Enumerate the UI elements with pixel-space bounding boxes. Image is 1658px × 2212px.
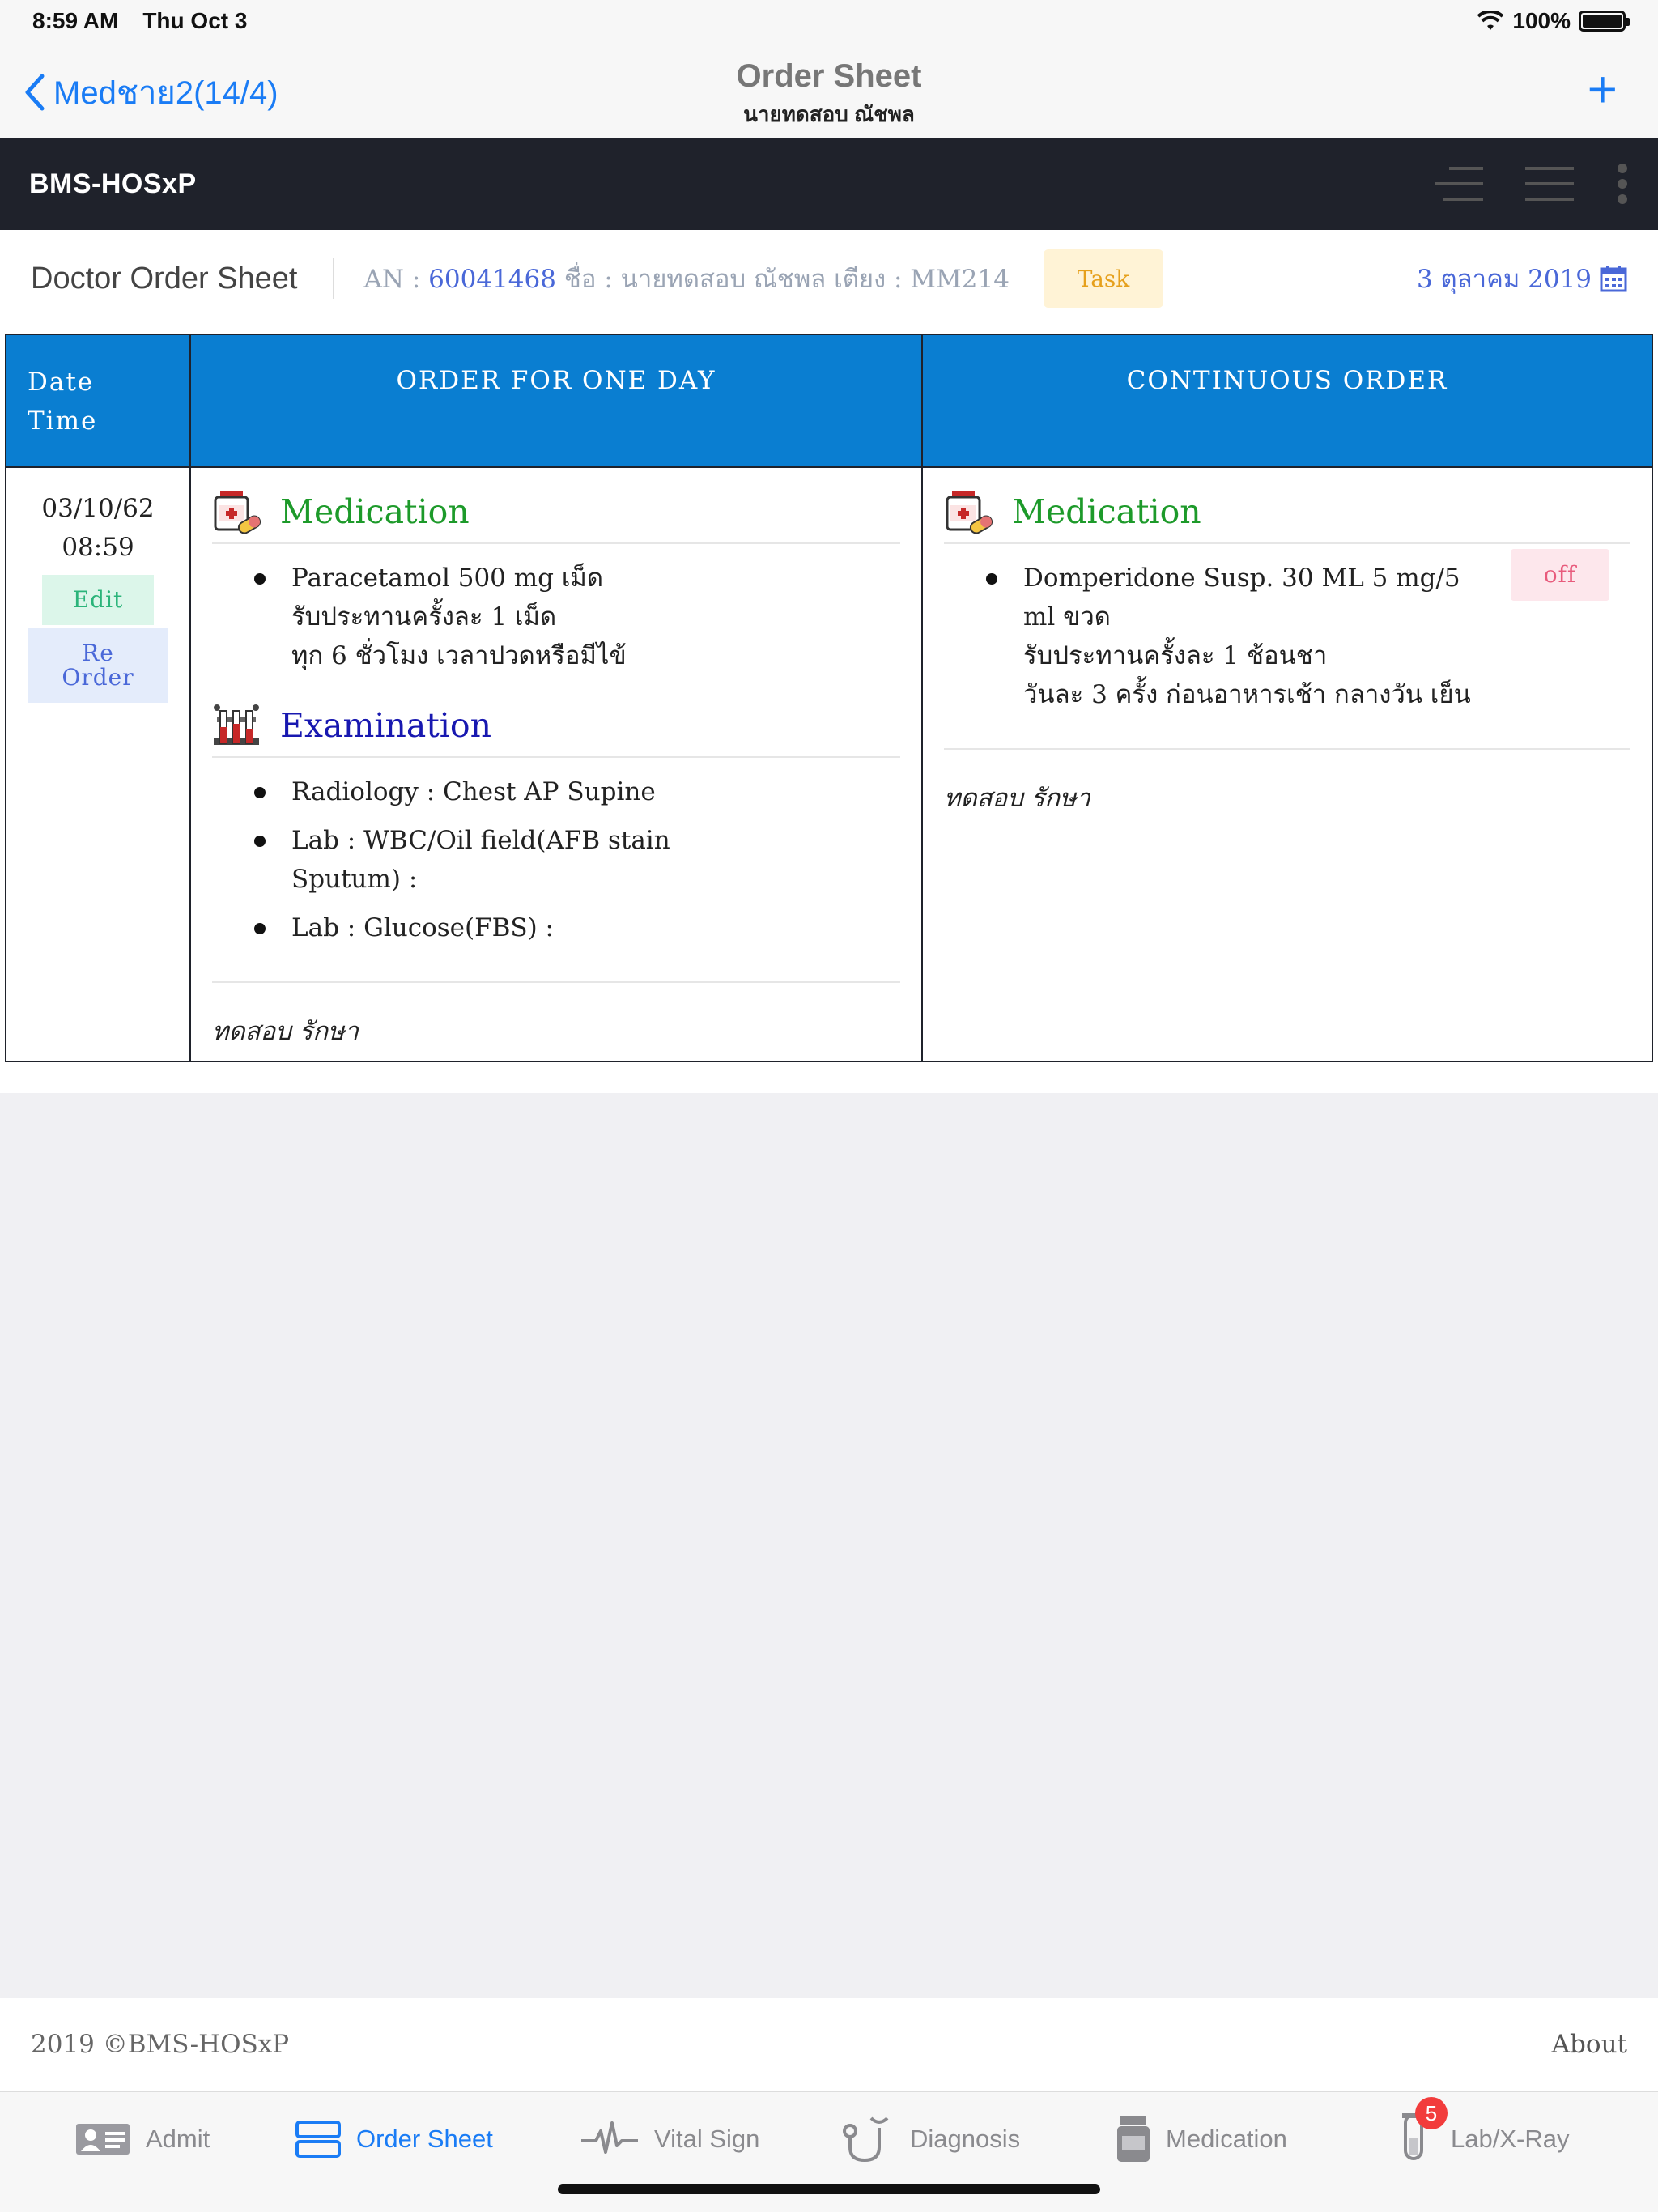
- tab-vital-sign[interactable]: [580, 2113, 759, 2165]
- tab-label: Vital Sign: [654, 2125, 760, 2153]
- medication-section: [191, 468, 921, 701]
- calendar-icon: [1600, 265, 1627, 292]
- header-date-label: Date: [28, 368, 95, 397]
- more-vertical-icon[interactable]: [1616, 164, 1629, 204]
- medication-title: Medication: [1012, 492, 1201, 531]
- patient-info: [363, 258, 1009, 299]
- reorder-label-line2: Order: [62, 664, 134, 691]
- drug-name: Paracetamol 500 mg เม็ด: [291, 564, 604, 593]
- divider: [333, 258, 334, 299]
- header-datetime: [6, 334, 190, 467]
- header-continuous-order: CONTINUOUS ORDER: [922, 334, 1652, 467]
- list-item: [254, 559, 900, 675]
- menu-icon[interactable]: [1525, 165, 1574, 202]
- edit-button[interactable]: Edit: [42, 575, 154, 625]
- doctor-signature: ทดสอบ รักษา: [944, 784, 1090, 813]
- exam-text: Lab : WBC/Oil field(AFB stain: [291, 826, 670, 855]
- header-order-one-day: ORDER FOR ONE DAY: [190, 334, 922, 467]
- exam-text: Lab : Glucose(FBS) :: [291, 913, 555, 942]
- examination-list: [212, 758, 900, 973]
- doctor-signature: ทดสอบ รักษา: [212, 1017, 359, 1046]
- datetime-cell: [6, 467, 190, 1061]
- date-picker[interactable]: [1417, 258, 1627, 299]
- drug-unit: ml ขวด: [1023, 602, 1111, 632]
- exam-text: Radiology : Chest AP Supine: [291, 777, 656, 806]
- drug-dose: รับประทานครั้งละ 1 ช้อนชา: [1023, 641, 1328, 670]
- tab-order-sheet[interactable]: [295, 2113, 493, 2165]
- tab-diagnosis[interactable]: [842, 2113, 1020, 2165]
- list-item: [254, 821, 900, 899]
- drug-name: Domperidone Susp. 30 ML 5 mg/5: [1023, 564, 1460, 593]
- drug-frequency: วันละ 3 ครั้ง ก่อนอาหารเช้า กลางวัน เย็น: [1023, 680, 1471, 709]
- stethoscope-icon: [842, 2115, 895, 2163]
- medicine-bottle-icon: [1116, 2115, 1151, 2163]
- off-button[interactable]: off: [1511, 549, 1609, 601]
- brand-logo: BMS-HOSxP: [29, 168, 197, 199]
- order-date: 03/10/62: [41, 494, 155, 523]
- date-label: 3 ตุลาคม 2019: [1416, 265, 1592, 294]
- app-header: [0, 138, 1658, 230]
- tab-label: Diagnosis: [910, 2125, 1021, 2153]
- wifi-icon: [1477, 11, 1504, 32]
- an-number: 60041468: [428, 265, 556, 294]
- examination-section: [191, 701, 921, 973]
- drug-frequency: ทุก 6 ชั่วโมง เวลาปวดหรือมีไข้: [291, 641, 627, 670]
- reorder-label-line1: Re: [82, 640, 114, 666]
- align-right-icon[interactable]: [1435, 165, 1483, 202]
- status-time: 8:59 AM: [32, 8, 119, 33]
- table-row: [6, 467, 1652, 1061]
- page-title: Order Sheet: [736, 58, 922, 94]
- task-button[interactable]: Task: [1044, 249, 1163, 308]
- table-header-row: [6, 334, 1652, 467]
- id-card-icon: [74, 2122, 131, 2156]
- an-label: AN :: [363, 265, 421, 294]
- medicine-icon: [212, 489, 261, 534]
- medicine-icon: [944, 489, 993, 534]
- patient-details: ชื่อ : นายทดสอบ ณัชพล เตียง : MM214: [563, 265, 1010, 294]
- order-table: [5, 334, 1653, 1062]
- back-label: Medชาย2(14/4): [53, 75, 278, 111]
- subheader: [0, 230, 1658, 327]
- tab-medication[interactable]: [1116, 2113, 1287, 2165]
- continuous-order-cell: [922, 467, 1652, 1061]
- copyright: 2019 ©BMS-HOSxP: [31, 2030, 290, 2059]
- exam-text: Sputum) :: [291, 865, 418, 894]
- test-tubes-icon: [212, 703, 261, 748]
- patient-name-subtitle: นายทดสอบ ณัชพล: [743, 102, 915, 126]
- content-card: [0, 327, 1658, 1093]
- add-button[interactable]: +: [1587, 60, 1618, 118]
- drug-dose: รับประทานครั้งละ 1 เม็ด: [291, 602, 557, 632]
- tab-lab-xray[interactable]: [1399, 2101, 1570, 2165]
- battery-percent: 100%: [1512, 8, 1571, 33]
- list-item: [254, 908, 900, 947]
- medication-title: Medication: [280, 492, 470, 531]
- footer: [0, 1998, 1658, 2092]
- medication-list: [212, 544, 900, 701]
- tab-label: Medication: [1166, 2125, 1287, 2153]
- heartbeat-icon: [580, 2120, 640, 2159]
- status-right: [1477, 8, 1626, 34]
- header-time-label: Time: [28, 406, 98, 436]
- header-icons: [1435, 164, 1629, 204]
- about-link[interactable]: About: [1551, 2030, 1627, 2059]
- order-one-day-cell: [190, 467, 922, 1061]
- navigation-bar: [0, 42, 1658, 138]
- battery-icon: [1579, 11, 1626, 32]
- tab-label: Admit: [146, 2125, 210, 2153]
- sheet-title: Doctor Order Sheet: [31, 261, 298, 296]
- lab-icon-wrap: [1399, 2101, 1438, 2168]
- order-sheet-icon: [295, 2120, 342, 2159]
- examination-title: Examination: [280, 706, 492, 745]
- tab-label: Order Sheet: [356, 2125, 493, 2153]
- reorder-button[interactable]: [28, 628, 168, 703]
- tab-admit[interactable]: [74, 2113, 210, 2165]
- status-bar: [0, 0, 1658, 42]
- notification-badge: 5: [1415, 2097, 1448, 2129]
- nav-title-block: [0, 58, 1658, 131]
- tab-label: Lab/X-Ray: [1451, 2125, 1570, 2153]
- home-indicator[interactable]: [558, 2184, 1100, 2194]
- status-date: Thu Oct 3: [142, 8, 248, 33]
- continuous-medication-section: [923, 468, 1652, 740]
- order-time: 08:59: [62, 533, 134, 562]
- list-item: [254, 772, 900, 811]
